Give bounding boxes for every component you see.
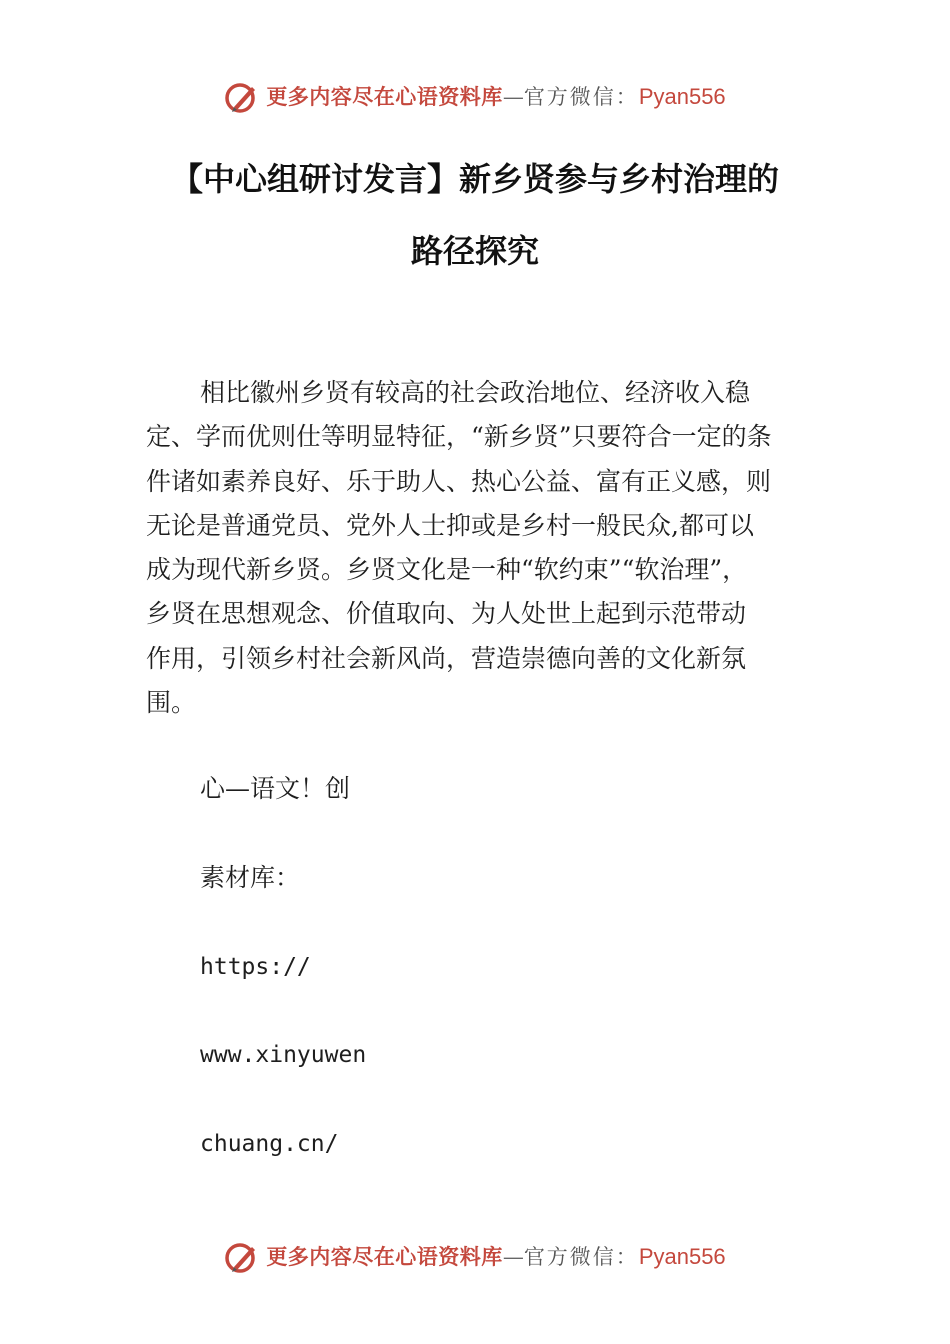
banner-wechat-id: Pyan556	[638, 1244, 726, 1269]
paragraph-line: 相比徽州乡贤有较高的社会政治地位、经济收入稳	[200, 378, 751, 407]
paragraph-line: 乡贤在思想观念、价值取向、为人处世上起到示范带动	[146, 599, 747, 629]
pen-logo-icon	[224, 79, 260, 115]
header-banner	[0, 79, 950, 115]
banner-separator: —	[502, 1245, 524, 1269]
banner-main-text: 更多内容尽在心语资料库	[266, 1244, 503, 1269]
banner-separator: —	[502, 85, 524, 109]
title-line-1: 【中心组研讨发言】新乡贤参与乡村治理的	[170, 160, 779, 198]
aux-line-library: 素材库：	[200, 863, 301, 892]
banner-main-text: 更多内容尽在心语资料库	[266, 84, 503, 109]
paragraph-line: 成为现代新乡贤。乡贤文化是一种“软约束”“软治理”，	[146, 555, 748, 585]
paragraph-line: 围。	[146, 688, 197, 718]
document-title	[100, 143, 850, 287]
footer-banner	[0, 1239, 950, 1275]
aux-line-url-3: chuang.cn/	[200, 1131, 339, 1157]
banner-wechat-label: 官方微信：	[523, 85, 639, 109]
banner-wechat-id: Pyan556	[638, 84, 726, 109]
paragraph-line: 定、学而优则仕等明显特征，“新乡贤”只要符合一定的条	[146, 422, 772, 452]
aux-line-url-1: https://	[200, 954, 311, 980]
pen-logo-icon	[224, 1239, 260, 1275]
aux-line-source: 心—语文！创	[200, 774, 351, 803]
banner-wechat-label: 官方微信：	[523, 1245, 639, 1269]
title-line-2: 路径探究	[410, 232, 539, 270]
body-paragraph	[146, 371, 826, 725]
paragraph-line: 件诸如素养良好、乐于助人、热心公益、富有正义感，则	[146, 466, 772, 496]
paragraph-line: 作用，引领乡村社会新风尚，营造崇德向善的文化新氛	[146, 643, 747, 673]
paragraph-line: 无论是普通党员、党外人士抑或是乡村一般民众,都可以	[146, 510, 754, 540]
aux-line-url-2: www.xinyuwen	[200, 1042, 367, 1068]
